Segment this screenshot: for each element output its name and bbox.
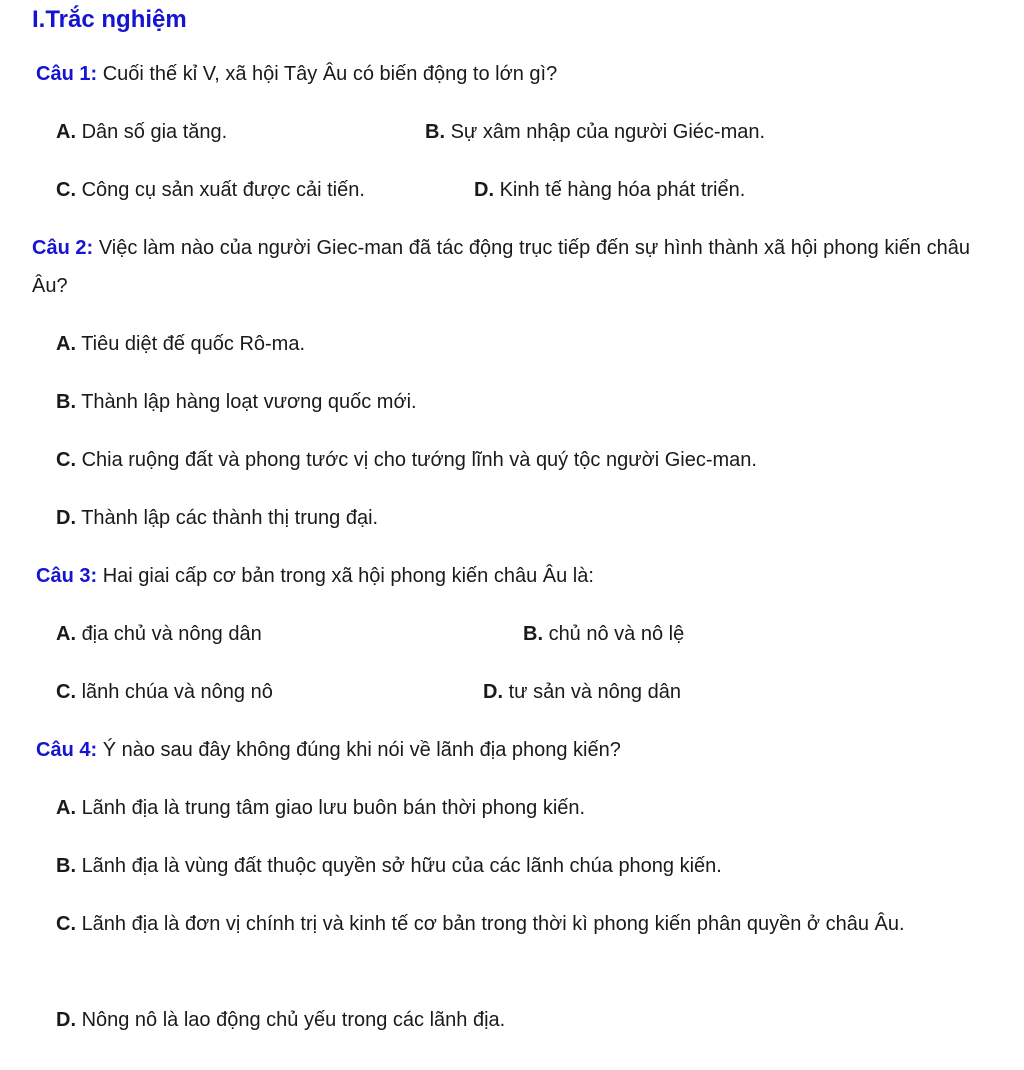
option-label: C. [56, 179, 76, 201]
option-text: Dân số gia tăng. [81, 121, 228, 143]
question-4 [36, 731, 621, 769]
option-text: Chia ruộng đất và phong tước vị cho tướng lĩnh và quý tộc người Giec-man. [81, 449, 757, 471]
option-label: D. [474, 179, 494, 201]
option-4b [56, 847, 722, 885]
question-label: Câu 4: [36, 739, 98, 761]
option-text: Nông nô là lao động chủ yếu trong các lãnh địa. [81, 1009, 506, 1031]
option-label: C. [56, 913, 76, 935]
option-text: Tiêu diệt đế quốc Rô-ma. [81, 333, 306, 355]
question-text: Cuối thế kỉ V, xã hội Tây Âu có biến động to lớn gì? [102, 63, 558, 85]
option-4d [56, 1001, 505, 1039]
option-label: A. [56, 333, 76, 355]
option-label: C. [56, 681, 76, 703]
option-text: Thành lập hàng loạt vương quốc mới. [81, 391, 417, 413]
option-text: chủ nô và nô lệ [548, 623, 685, 645]
option-text: Lãnh địa là trung tâm giao lưu buôn bán thời phong kiến. [81, 797, 586, 819]
option-3c [56, 673, 273, 711]
option-4c [36, 905, 970, 943]
question-label: Câu 3: [36, 565, 98, 587]
option-label: A. [56, 797, 76, 819]
option-text: tư sản và nông dân [508, 681, 681, 703]
option-text: địa chủ và nông dân [81, 623, 262, 645]
option-label: D. [56, 507, 76, 529]
option-label: C. [56, 449, 76, 471]
option-2b [56, 383, 417, 421]
option-text: Thành lập các thành thị trung đại. [81, 507, 379, 529]
option-3b [523, 615, 684, 653]
question-3 [36, 557, 594, 595]
option-text: Công cụ sản xuất được cải tiến. [81, 179, 365, 201]
option-3d [483, 673, 681, 711]
question-text: Việc làm nào của người Giec-man đã tác động trục tiếp đến sự hình thành xã hội phong kiến châu Âu? [32, 237, 970, 297]
option-1c [56, 171, 365, 209]
option-4a [56, 789, 585, 827]
question-label: Câu 1: [36, 63, 98, 85]
question-label: Câu 2: [32, 237, 94, 259]
option-text: Sự xâm nhập của người Giéc-man. [450, 121, 766, 143]
option-2d [56, 499, 378, 537]
question-text: Ý nào sau đây không đúng khi nói về lãnh địa phong kiến? [102, 739, 621, 761]
option-label: B. [523, 623, 543, 645]
option-label: A. [56, 121, 76, 143]
question-2 [32, 229, 970, 305]
option-text: Lãnh địa là đơn vị chính trị và kinh tế cơ bản trong thời kì phong kiến phân quyền ở châu Âu. [81, 913, 905, 935]
option-text: Kinh tế hàng hóa phát triển. [499, 179, 746, 201]
option-label: A. [56, 623, 76, 645]
option-1a [56, 113, 227, 151]
option-1b [425, 113, 765, 151]
option-label: B. [56, 855, 76, 877]
option-label: B. [425, 121, 445, 143]
option-text: lãnh chúa và nông nô [81, 681, 273, 703]
question-text: Hai giai cấp cơ bản trong xã hội phong kiến châu Âu là: [102, 565, 594, 587]
option-3a [56, 615, 262, 653]
option-1d [474, 171, 745, 209]
option-2c [56, 441, 757, 479]
option-label: D. [56, 1009, 76, 1031]
option-2a [56, 325, 305, 363]
question-1 [36, 55, 557, 93]
section-title: I.Trắc nghiệm [32, 6, 187, 33]
option-text: Lãnh địa là vùng đất thuộc quyền sở hữu của các lãnh chúa phong kiến. [81, 855, 722, 877]
option-label: D. [483, 681, 503, 703]
option-label: B. [56, 391, 76, 413]
